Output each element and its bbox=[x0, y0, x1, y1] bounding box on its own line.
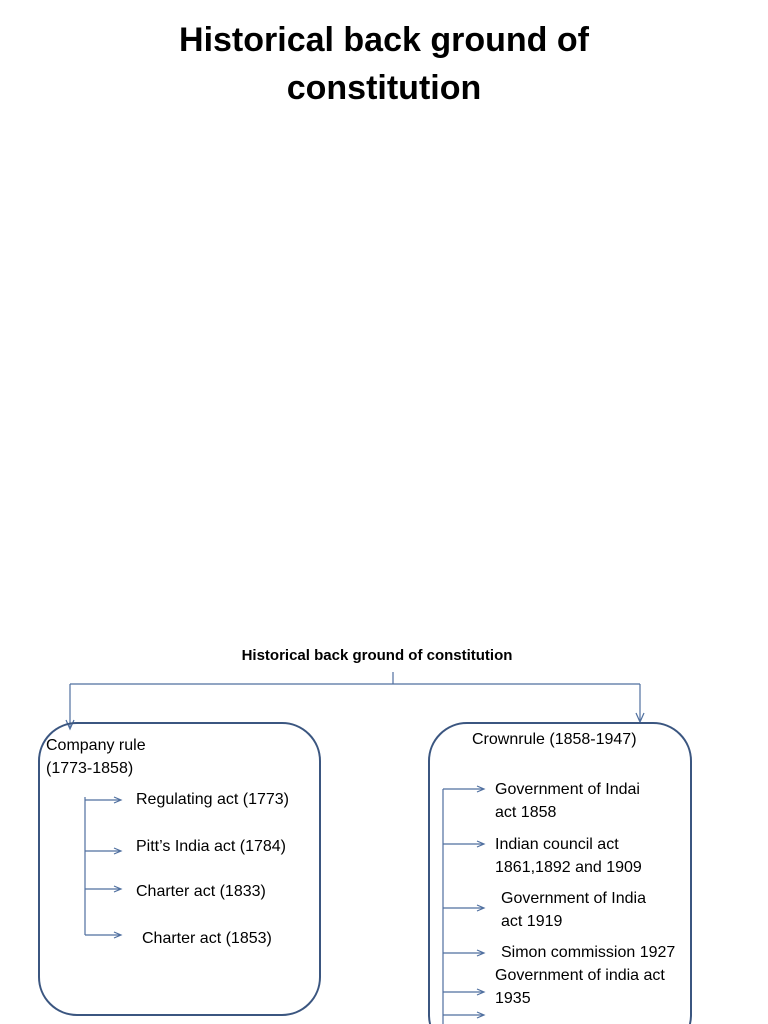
company-rule-heading-line-2: (1773-1858) bbox=[46, 760, 134, 777]
crown-rule-item-3 bbox=[501, 887, 646, 933]
company-rule-arrow-1 bbox=[85, 797, 121, 803]
company-rule-heading-line-1: Company rule bbox=[46, 737, 146, 754]
company-rule-arrow-4 bbox=[85, 932, 121, 938]
crown-rule-item-1 bbox=[495, 778, 640, 824]
crown-rule-item-3-line-1: Government of India bbox=[501, 890, 646, 907]
crown-rule-arrow-2 bbox=[443, 841, 484, 847]
crown-rule-arrow-4 bbox=[443, 950, 484, 956]
crown-rule-item-4-line-1: Simon commission 1927 bbox=[501, 944, 676, 961]
crown-rule-item-1-line-1: Government of Indai bbox=[495, 781, 640, 798]
crown-rule-item-2-line-1: Indian council act bbox=[495, 836, 619, 853]
company-rule-item-2: Pitt’s India act (1784) bbox=[136, 838, 287, 855]
crown-rule-arrow-5 bbox=[443, 989, 484, 995]
company-rule-item-4: Charter act (1853) bbox=[142, 930, 272, 947]
crown-rule-item-3-line-2: act 1919 bbox=[501, 913, 563, 930]
page-title-line-2: constitution bbox=[286, 69, 482, 107]
crown-rule-item-4 bbox=[501, 941, 675, 964]
crown-rule-item-5-line-1: Government of india act bbox=[495, 967, 665, 984]
crown-rule-item-5-line-2: 1935 bbox=[495, 990, 531, 1007]
company-rule-heading bbox=[46, 734, 146, 780]
crown-rule-item-2 bbox=[495, 833, 642, 879]
company-rule-arrow-3 bbox=[85, 886, 121, 892]
crown-rule-arrow-3 bbox=[443, 905, 484, 911]
crown-rule-arrow-6 bbox=[443, 1012, 484, 1018]
crown-rule-item-2-line-2: 1861,1892 and 1909 bbox=[495, 859, 642, 876]
company-rule-item-3: Charter act (1833) bbox=[136, 883, 266, 900]
crown-rule-heading: Crownrule (1858-1947) bbox=[472, 731, 637, 748]
crown-rule-arrow-1 bbox=[443, 786, 484, 792]
company-rule-arrow-2 bbox=[85, 848, 121, 854]
company-rule-item-1: Regulating act (1773) bbox=[136, 791, 289, 808]
page-title-line-1: Historical back ground of bbox=[179, 21, 589, 59]
diagram-root-label: Historical back ground of constitution bbox=[241, 647, 513, 664]
crown-rule-item-5 bbox=[495, 964, 665, 1010]
crown-rule-item-1-line-2: act 1858 bbox=[495, 804, 557, 821]
